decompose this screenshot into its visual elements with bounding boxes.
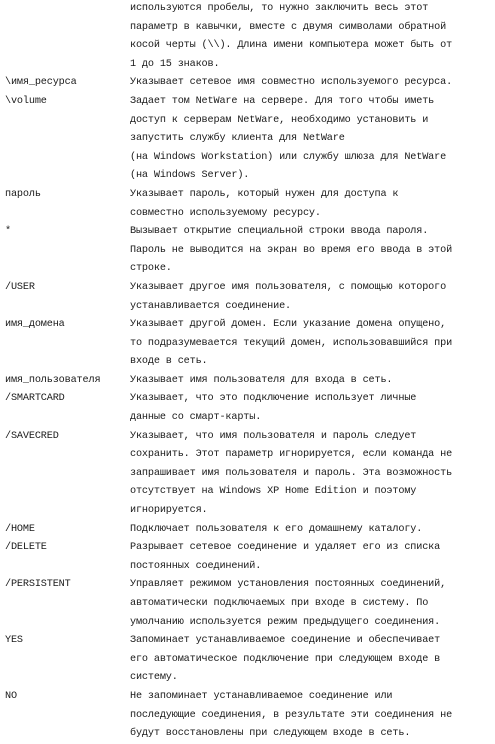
description-line: сохранить. Этот параметр игнорируется, если команда не <box>130 449 453 461</box>
description-line: последующие соединения, в результате эти соединения не <box>130 709 453 721</box>
description-line: 1 до 15 знаков. <box>130 58 220 70</box>
description-line: Разрывает сетевое соединение и удаляет его из списка <box>130 542 441 554</box>
parameter-description <box>130 93 493 186</box>
parameter-name: /DELETE <box>5 542 47 554</box>
parameter-name: YES <box>5 635 23 647</box>
description-line: игнорируется. <box>130 505 208 517</box>
description-line: автоматически подключаемых при входе в систему. По <box>130 598 429 609</box>
description-line: запустить службу клиента для NetWare <box>130 133 345 145</box>
parameter-row <box>5 279 493 316</box>
description-line: Управляет режимом установления постоянных соединений, <box>130 579 447 591</box>
parameter-description <box>130 632 493 688</box>
parameter-description <box>130 390 493 427</box>
description-line: отсутствует на Windows XP Home Edition и поэтому <box>130 486 417 498</box>
parameter-row <box>5 576 493 632</box>
description-line: совместно используемому ресурсу. <box>130 207 321 219</box>
description-line: систему. <box>130 672 178 684</box>
description-line: данные со смарт-карты. <box>130 412 262 424</box>
description-line: Указывает, что это подключение использует личные <box>130 393 417 405</box>
parameter-description <box>130 428 493 521</box>
description-line: параметр в кавычки, вместе с двумя символами обратной <box>130 21 447 33</box>
description-line: Задает том NetWare на сервере. Для того чтобы иметь <box>130 95 435 107</box>
parameter-name: /PERSISTENT <box>5 579 71 591</box>
description-line: входе в сеть. <box>130 356 208 368</box>
description-line: его автоматическое подключение при следующем входе в <box>130 653 441 665</box>
description-line: Вызывает открытие специальной строки ввода пароля. <box>130 226 429 238</box>
parameter-row <box>5 186 493 223</box>
parameter-row <box>5 223 493 279</box>
parameter-name: /HOME <box>5 523 35 535</box>
parameter-name: имя_домена <box>5 319 65 331</box>
parameter-name: \имя_ресурса <box>5 77 77 89</box>
description-line: (на Windows Workstation) или службу шлюза для NetWare <box>130 151 447 163</box>
parameter-description <box>130 223 493 279</box>
parameter-description <box>130 372 493 391</box>
description-line: умолчанию используется режим предыдущего соединения. <box>130 616 441 628</box>
parameter-name: * <box>5 226 11 238</box>
parameter-name: /SMARTCARD <box>5 393 65 405</box>
parameter-row <box>5 316 493 372</box>
parameter-description <box>130 539 493 576</box>
parameter-name: пароль <box>5 188 41 200</box>
description-line: строке. <box>130 263 172 275</box>
parameter-row <box>5 521 493 540</box>
description-line: постоянных соединений. <box>130 560 262 572</box>
parameter-row <box>5 74 493 93</box>
parameter-description <box>130 316 493 372</box>
description-line: используются пробелы, то нужно заключить весь этот <box>130 3 429 14</box>
description-line: запрашивает имя пользователя и пароль. Эта возможность <box>130 467 453 479</box>
parameter-description <box>130 521 493 540</box>
description-line: Указывает другой домен. Если указание домена опущено, <box>130 319 447 331</box>
description-line: Не запоминает устанавливаемое соединение или <box>130 690 393 702</box>
parameter-description <box>130 0 493 74</box>
parameter-row <box>5 539 493 576</box>
parameter-row <box>5 372 493 391</box>
parameter-name: NO <box>5 690 17 702</box>
parameter-row <box>5 93 493 186</box>
description-line: Указывает, что имя пользователя и пароль следует <box>130 430 417 442</box>
description-line: доступ к серверам NetWare, необходимо установить и <box>130 114 429 126</box>
parameter-description <box>130 279 493 316</box>
description-line: Указывает имя пользователя для входа в сеть. <box>130 374 393 386</box>
description-line: Указывает сетевое имя совместно используемого ресурса. <box>130 77 453 89</box>
parameter-row <box>5 632 493 688</box>
parameter-row <box>5 0 493 74</box>
description-line: Указывает пароль, который нужен для доступа к <box>130 188 399 200</box>
parameter-name: \volume <box>5 95 47 107</box>
parameter-name: имя_пользователя <box>5 374 101 386</box>
parameter-name: /SAVECRED <box>5 430 59 442</box>
description-line: Указывает другое имя пользователя, с помощью которого <box>130 281 447 293</box>
parameter-description <box>130 576 493 632</box>
description-line: Пароль не выводится на экран во время его ввода в этой <box>130 244 453 256</box>
description-line: Запоминает устанавливаемое соединение и обеспечивает <box>130 635 441 647</box>
parameter-description <box>130 688 493 744</box>
description-line: (на Windows Server). <box>130 170 250 182</box>
parameter-row <box>5 688 493 744</box>
parameter-description <box>130 186 493 223</box>
description-line: косой черты (\\). Длина имени компьютера может быть от <box>130 40 453 52</box>
description-line: Подключает пользователя к его домашнему каталогу. <box>130 523 423 535</box>
description-line: будут восстановлены при следующем входе в сеть. <box>130 728 411 740</box>
description-line: то подразумевается текущий домен, использовавшийся при <box>130 337 453 349</box>
parameter-name: /USER <box>5 281 35 293</box>
parameter-description <box>130 74 493 93</box>
parameter-row <box>5 390 493 427</box>
description-line: устанавливается соединение. <box>130 300 292 312</box>
parameter-row <box>5 428 493 521</box>
parameter-list <box>5 0 493 744</box>
